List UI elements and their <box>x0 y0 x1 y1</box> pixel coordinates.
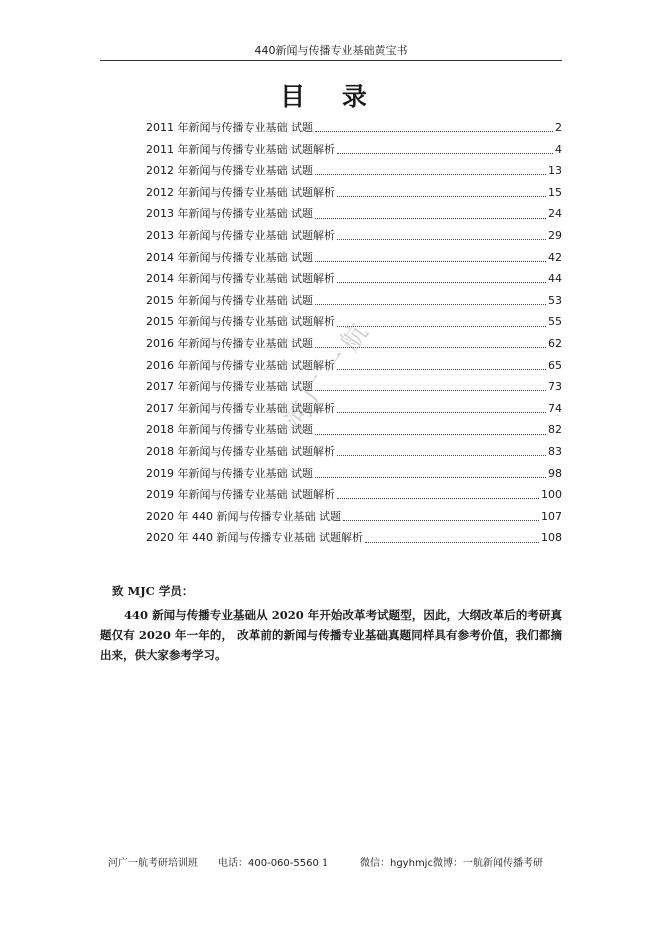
toc-dot-leader <box>343 520 539 521</box>
toc-entry[interactable] <box>146 527 562 549</box>
toc-dot-leader <box>337 455 546 456</box>
toc-entry[interactable] <box>146 247 562 269</box>
toc-entry-page: 73 <box>548 380 562 394</box>
watermark: 河广一航 <box>279 313 378 436</box>
toc-entry-label: 2020 年 440 新闻与传播专业基础 试题 <box>146 509 341 523</box>
toc-dot-leader <box>337 239 546 240</box>
toc-dot-leader <box>315 174 546 175</box>
toc-entry-label: 2013 年新闻与传播专业基础 试题 <box>146 207 313 221</box>
toc-entry[interactable] <box>146 506 562 528</box>
toc-entry-label: 2017 年新闻与传播专业基础 试题解析 <box>146 401 335 415</box>
toc-entry-label: 2020 年 440 新闻与传播专业基础 试题解析 <box>146 531 363 545</box>
toc-entry-label: 2018 年新闻与传播专业基础 试题解析 <box>146 444 335 458</box>
toc-entry[interactable] <box>146 117 562 139</box>
toc-entry-page: 100 <box>541 488 562 502</box>
toc-dot-leader <box>315 477 546 478</box>
toc-entry-page: 13 <box>548 164 562 178</box>
toc-entry[interactable] <box>146 160 562 182</box>
toc-entry[interactable] <box>146 225 562 247</box>
toc-entry-page: 65 <box>548 358 562 372</box>
toc-entry-page: 24 <box>548 207 562 221</box>
toc-entry-label: 2016 年新闻与传播专业基础 试题 <box>146 336 313 350</box>
toc-entry-label: 2019 年新闻与传播专业基础 试题解析 <box>146 488 335 502</box>
toc-entry[interactable] <box>146 203 562 225</box>
toc-entry[interactable] <box>146 139 562 161</box>
toc-entry-page: 2 <box>555 121 562 134</box>
toc-entry-page: 83 <box>548 444 562 458</box>
note-greeting: 致 MJC 学员： <box>112 584 194 598</box>
toc-dot-leader <box>337 369 546 370</box>
toc-dot-leader <box>315 218 546 219</box>
toc-entry-page: 62 <box>548 336 562 350</box>
footer-phone: 电话：400-060-5560 <box>218 858 319 869</box>
toc-entry[interactable] <box>146 441 562 463</box>
toc-entry-label: 2014 年新闻与传播专业基础 试题 <box>146 250 313 264</box>
page-footer <box>108 856 562 872</box>
toc-entry[interactable] <box>146 419 562 441</box>
footer-page-number: 1 <box>322 858 329 869</box>
toc-dot-leader <box>365 542 539 543</box>
toc-dot-leader <box>337 196 546 197</box>
toc-entry-page: 29 <box>548 228 562 242</box>
toc-entry-page: 4 <box>555 142 562 156</box>
footer-wechat: 微信：hgyhmjc <box>360 858 433 869</box>
toc-entry-page: 15 <box>548 185 562 199</box>
toc-dot-leader <box>337 498 539 499</box>
footer-org: 河广一航考研培训班 <box>108 858 198 869</box>
toc-dot-leader <box>315 261 546 262</box>
toc-entry-label: 2011 年新闻与传播专业基础 试题 <box>146 121 313 134</box>
header-divider <box>100 60 562 61</box>
toc-entry-page: 82 <box>548 423 562 437</box>
toc-entry-label: 2012 年新闻与传播专业基础 试题 <box>146 164 313 178</box>
toc-entry[interactable] <box>146 376 562 398</box>
toc-entry-page: 44 <box>548 272 562 286</box>
page-title: 目 录 <box>280 82 381 111</box>
toc-entry-page: 98 <box>548 466 562 480</box>
toc-dot-leader <box>315 304 546 305</box>
toc-dot-leader <box>315 131 553 132</box>
toc-entry-label: 2016 年新闻与传播专业基础 试题解析 <box>146 358 335 372</box>
toc-entry-label: 2012 年新闻与传播专业基础 试题解析 <box>146 185 335 199</box>
toc-dot-leader <box>315 434 546 435</box>
toc-entry[interactable] <box>146 290 562 312</box>
toc-dot-leader <box>337 153 553 154</box>
toc-entry-label: 2013 年新闻与传播专业基础 试题解析 <box>146 228 335 242</box>
note-body: 440 新闻与传播专业基础从 2020 年开始改革考试题型，因此，大纲改革后的考研真题仅有 2020 年一年的， 改革前的新闻与传播专业基础真题同样具有参考价值，我们都摘出来，供大家参考学习。 <box>100 608 562 662</box>
toc-entry-page: 53 <box>548 293 562 307</box>
toc-entry[interactable] <box>146 484 562 506</box>
toc-entry-page: 42 <box>548 250 562 264</box>
toc-entry[interactable] <box>146 182 562 204</box>
toc-entry-page: 108 <box>541 531 562 545</box>
toc-dot-leader <box>315 390 546 391</box>
toc-entry-page: 74 <box>548 401 562 415</box>
toc-entry-label: 2011 年新闻与传播专业基础 试题解析 <box>146 142 335 156</box>
toc-entry[interactable] <box>146 398 562 420</box>
toc-entry-page: 55 <box>548 315 562 329</box>
toc-entry-label: 2015 年新闻与传播专业基础 试题解析 <box>146 315 335 329</box>
toc-entry-label: 2015 年新闻与传播专业基础 试题 <box>146 293 313 307</box>
toc-entry-label: 2014 年新闻与传播专业基础 试题解析 <box>146 272 335 286</box>
toc-dot-leader <box>337 412 546 413</box>
toc-dot-leader <box>337 282 546 283</box>
toc-entry[interactable] <box>146 463 562 485</box>
toc-entry-label: 2017 年新闻与传播专业基础 试题 <box>146 380 313 394</box>
toc-entry-label: 2018 年新闻与传播专业基础 试题 <box>146 423 313 437</box>
toc-entry-label: 2019 年新闻与传播专业基础 试题 <box>146 466 313 480</box>
toc-entry-page: 107 <box>541 509 562 523</box>
running-header: 440新闻与传播专业基础黄宝书 <box>254 44 408 57</box>
toc-entry[interactable] <box>146 268 562 290</box>
footer-weibo: 微博：一航新闻传播考研 <box>433 858 543 869</box>
